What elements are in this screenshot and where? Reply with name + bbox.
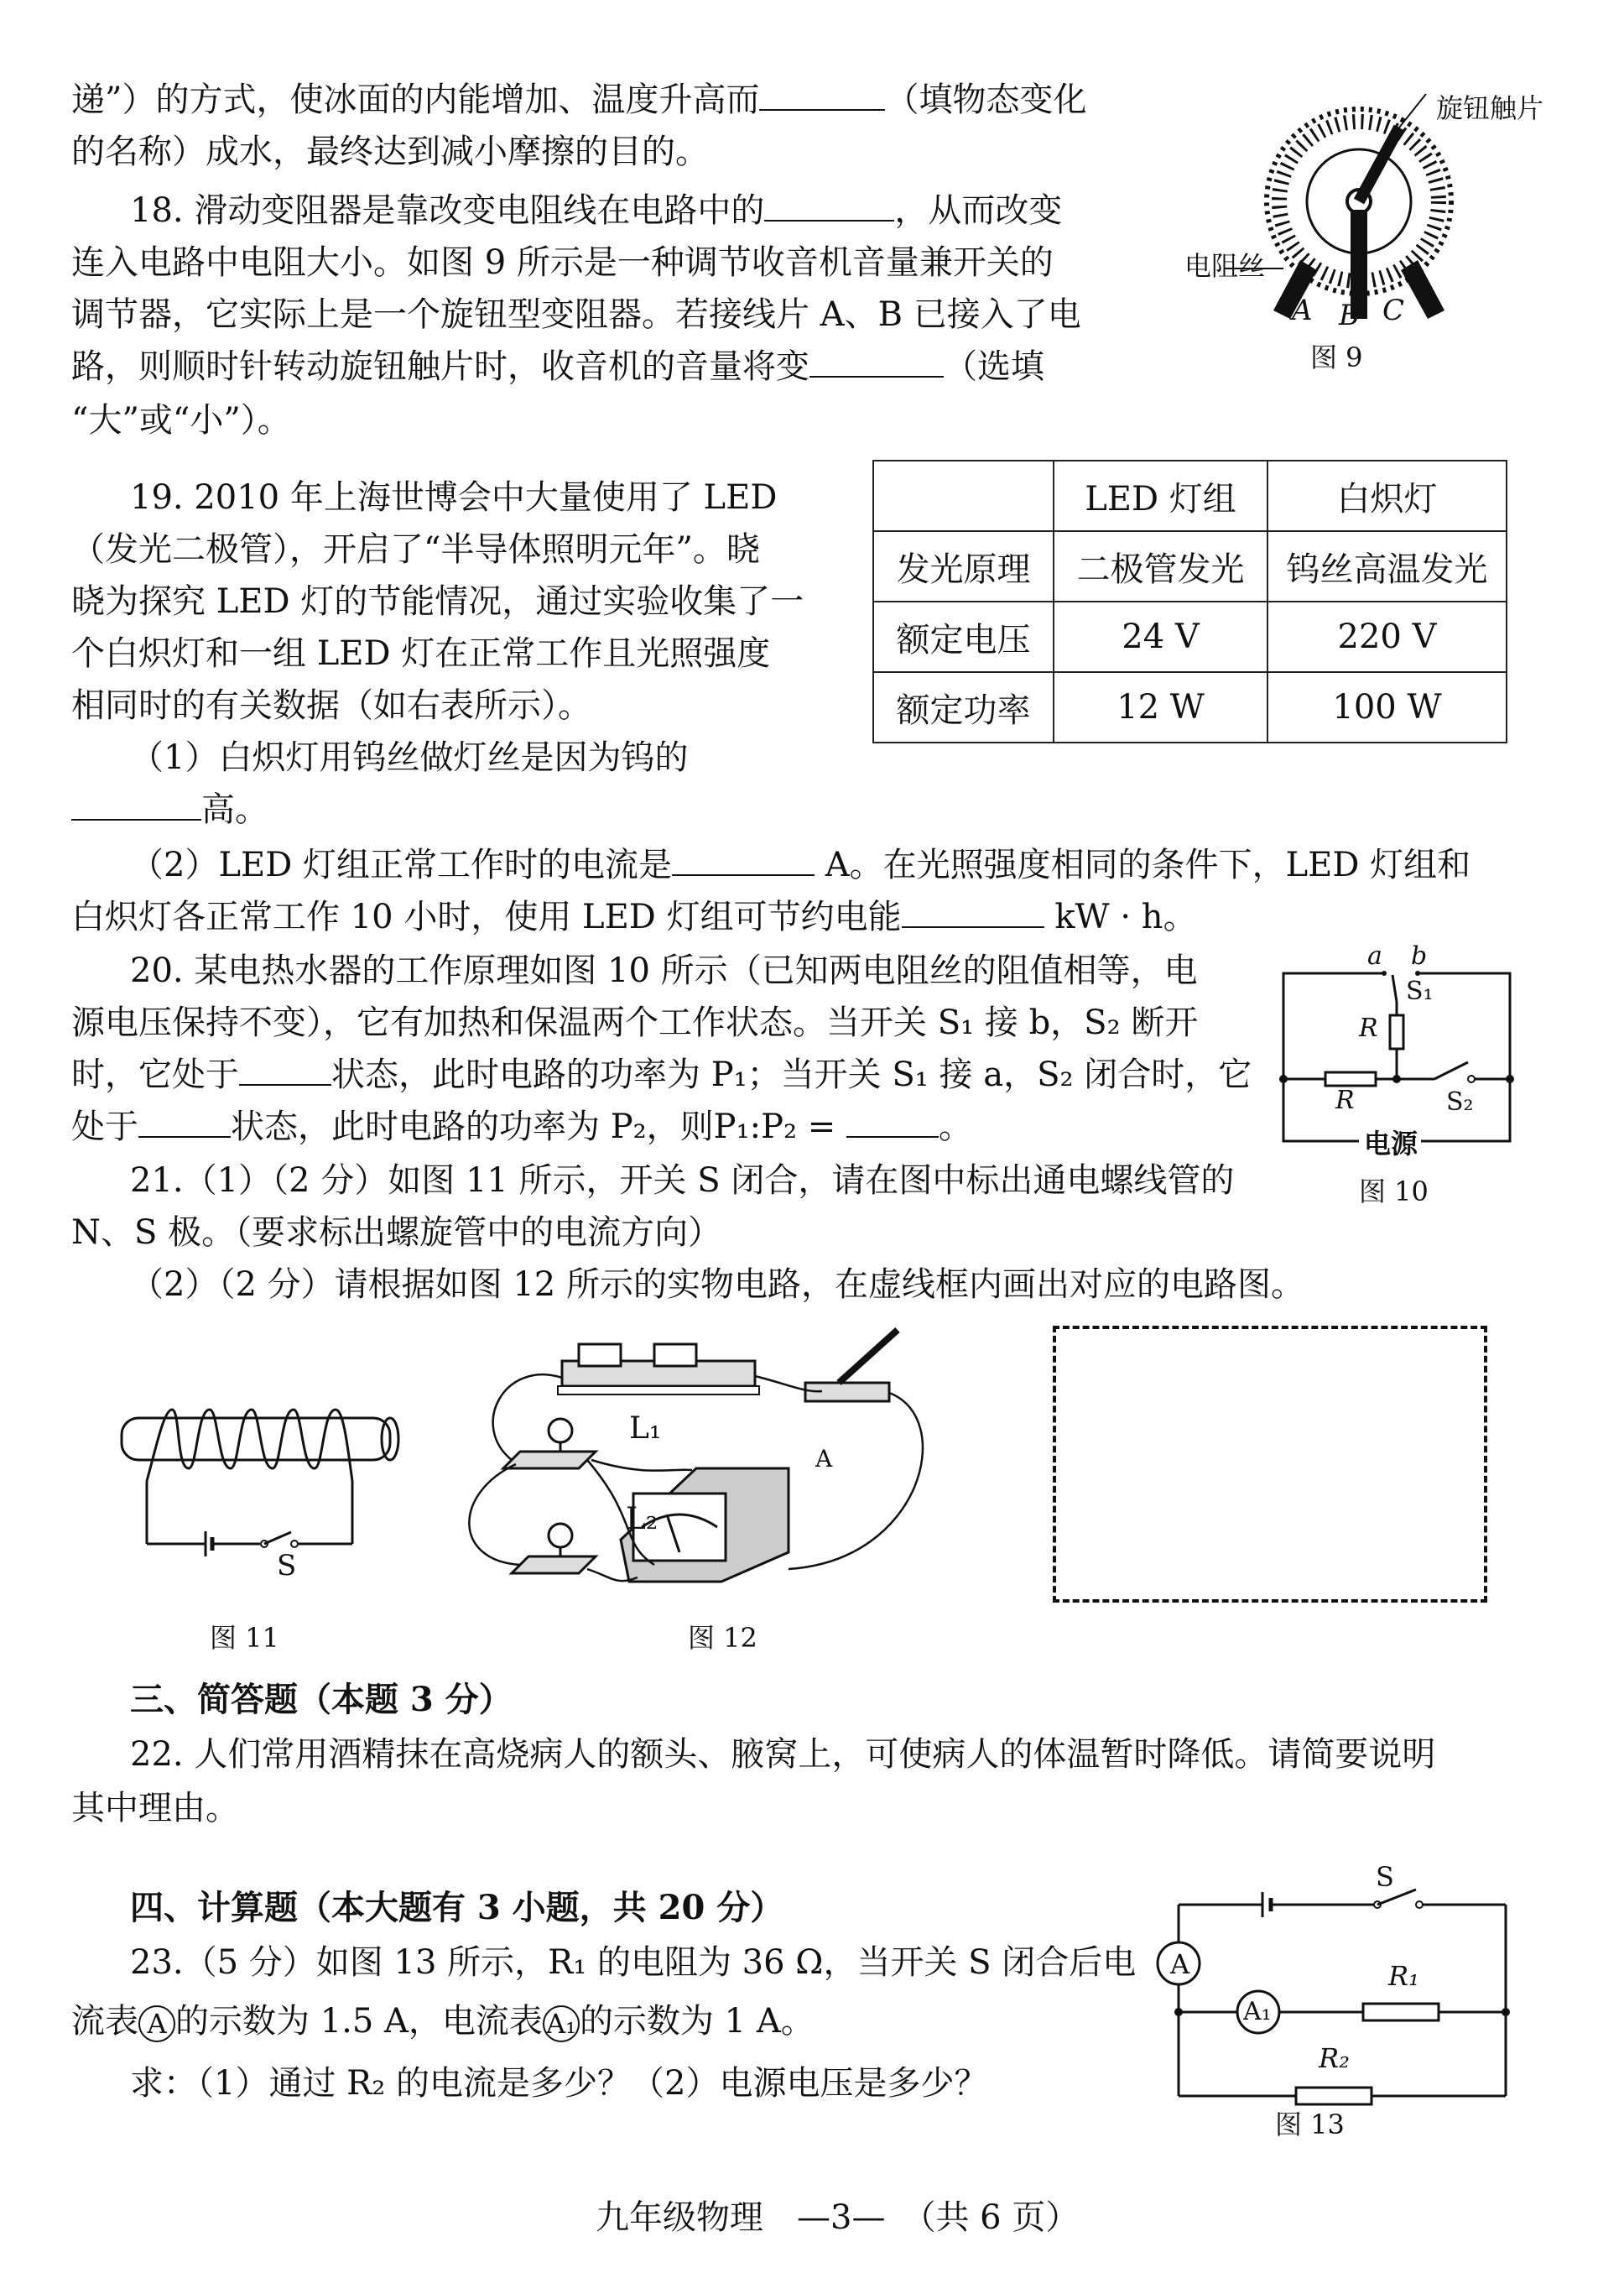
fig11-label-S: S (277, 1549, 297, 1582)
q21-line3: （2）（2 分）请根据如图 12 所示的实物电路，在虚线框内画出对应的电路图。 (130, 1265, 1304, 1304)
fig11-caption: 图 11 (210, 1622, 279, 1654)
fig12-label-L2: L₂ (626, 1502, 658, 1536)
fig13-label-S: S (1376, 1861, 1394, 1893)
table-cell: 220 V (1267, 602, 1507, 672)
answer-blank[interactable] (809, 344, 944, 378)
answer-blank[interactable] (672, 842, 815, 876)
q20-line3: 时，它处于 状态，此时电路的功率为 P₁；当开关 S₁ 接 a，S₂ 闭合时，它 (71, 1049, 1252, 1101)
q20-line1: 20. 某电热水器的工作原理如图 10 所示（已知两电阻丝的阻值相等，电 (130, 951, 1198, 990)
section-4-title: 四、计算题（本大题有 3 小题，共 20 分） (130, 1888, 784, 1927)
fig12-label-L1: L₁ (629, 1411, 662, 1446)
table-cell: 发光原理 (873, 531, 1054, 602)
fig10-caption: 图 10 (1359, 1176, 1429, 1207)
q19-sub1-end: 高。 (71, 784, 268, 836)
ammeter-A1-symbol: A₁ (543, 2005, 580, 2042)
led-comparison-table (872, 460, 1507, 743)
fig13-label-R1: R₁ (1388, 1960, 1419, 1992)
q22-line1: 22. 人们常用酒精抹在高烧病人的额头、腋窝上，可使病人的体温暂时降低。请简要说明 (130, 1735, 1436, 1774)
q19-sub2-line2: 白炽灯各正常工作 10 小时，使用 LED 灯组可节约电能 kW · h。 (71, 891, 1197, 943)
fig9-terminal-A: A (1292, 294, 1313, 327)
answer-blank[interactable] (764, 188, 894, 222)
figure-13-circuit (1158, 1871, 1527, 2140)
q23-line2: 流表 A 的示数为 1.5 A，电流表 A₁ 的示数为 1 A。 (71, 2002, 815, 2041)
fig10-label-source: 电源 (1361, 1123, 1421, 1161)
answer-blank[interactable] (759, 77, 885, 111)
fig12-label-A: A (815, 1445, 833, 1473)
table-header-cell: LED 灯组 (1054, 461, 1267, 531)
q22-line2: 其中理由。 (71, 1789, 239, 1827)
table-cell: 二极管发光 (1054, 531, 1267, 602)
q19-sub1: （1）白炽灯用钨丝做灯丝是因为钨的 (130, 738, 689, 777)
answer-blank[interactable] (239, 1052, 331, 1086)
q18-line4: 路，则顺时针转动旋钮触片时，收音机的音量将变 （选填 (71, 341, 1044, 393)
answer-blank[interactable] (71, 787, 201, 821)
fig10-label-R-bottom: R (1335, 1086, 1355, 1115)
table-cell: 额定功率 (873, 672, 1054, 743)
q23-line1: 23.（5 分）如图 13 所示，R₁ 的电阻为 36 Ω，当开关 S 闭合后电 (130, 1943, 1137, 1982)
fig10-label-S2: S₂ (1446, 1087, 1474, 1117)
table-cell: 12 W (1054, 672, 1267, 743)
fig13-caption: 图 13 (1275, 2109, 1345, 2140)
table-header-cell (873, 461, 1054, 531)
fig13-label-R2: R₂ (1319, 2042, 1350, 2074)
table-row (873, 531, 1507, 602)
section-3-title: 三、简答题（本题 3 分） (130, 1680, 513, 1719)
fig10-label-R-top: R (1359, 1014, 1378, 1043)
table-cell: 100 W (1267, 672, 1507, 743)
q20-line2: 源电压保持不变），它有加热和保温两个工作状态。当开关 S₁ 接 b，S₂ 断开 (71, 1004, 1199, 1042)
fig9-caption: 图 9 (1310, 341, 1363, 373)
q21-line2: N、S 极。（要求标出螺旋管中的电流方向） (71, 1213, 722, 1252)
table-header-cell: 白炽灯 (1267, 461, 1507, 531)
q19-line5: 相同时的有关数据（如右表所示）。 (71, 686, 591, 725)
table-cell: 额定电压 (873, 602, 1054, 672)
fig10-label-S1: S₁ (1406, 977, 1434, 1006)
fig13-label-A1: A₁ (1243, 1997, 1272, 2026)
figure-11-solenoid (105, 1401, 407, 1586)
answer-blank[interactable] (846, 1104, 939, 1138)
answer-blank[interactable] (138, 1104, 231, 1138)
table-header-row (873, 461, 1507, 531)
fig9-terminal-B: B (1339, 299, 1360, 332)
fig9-wire-label: 电阻丝 (1184, 250, 1266, 282)
page-footer: 九年级物理 —3— （共 6 页） (596, 2198, 1080, 2237)
fig9-terminal-C: C (1382, 294, 1405, 327)
figure-12-physical-circuit (453, 1326, 956, 1619)
q20-line4: 处于 状态，此时电路的功率为 P₂，则P₁:P₂ = 。 (71, 1101, 972, 1153)
fig9-knob-label: 旋钮触片 (1436, 92, 1544, 124)
q18-line5: “大”或“小”）。 (71, 401, 291, 440)
fig13-label-A: A (1170, 1948, 1190, 1980)
q19-line4: 个白炽灯和一组 LED 灯在正常工作且光照强度 (71, 634, 771, 673)
q19-line3: 晓为探究 LED 灯的节能情况，通过实验收集了一 (71, 582, 804, 621)
table-cell: 24 V (1054, 602, 1267, 672)
q17-line2: 的名称）成水，最终达到减小摩擦的目的。 (71, 133, 709, 171)
q21-line1: 21.（1）（2 分）如图 11 所示，开关 S 闭合，请在图中标出通电螺线管的 (130, 1161, 1235, 1200)
fig10-label-a: a (1367, 941, 1382, 971)
fig12-caption: 图 12 (688, 1622, 757, 1654)
table-row (873, 602, 1507, 672)
answer-blank[interactable] (902, 894, 1044, 928)
q19-sub2: （2）LED 灯组正常工作时的电流是 A。在光照强度相同的条件下，LED 灯组和 (130, 839, 1470, 891)
table-cell: 钨丝高温发光 (1267, 531, 1507, 602)
table-row (873, 672, 1507, 743)
q23-line3: 求：（1）通过 R₂ 的电流是多少？（2）电源电压是多少？ (130, 2064, 988, 2103)
ammeter-A-symbol: A (138, 2005, 175, 2042)
drawing-answer-box[interactable] (1053, 1326, 1487, 1603)
q17-line1: 递”）的方式，使冰面的内能增加、温度升高而 （填物态变化 (71, 74, 1086, 126)
q18-line2: 连入电路中电阻大小。如图 9 所示是一种调节收音机音量兼开关的 (71, 243, 1054, 282)
q18-line1: 18. 滑动变阻器是靠改变电阻线在电路中的 ，从而改变 (130, 185, 1062, 237)
fig10-label-b: b (1411, 941, 1428, 971)
q19-line2: （发光二极管），开启了“半导体照明元年”。晓 (71, 530, 760, 569)
q19-line1: 19. 2010 年上海世博会中大量使用了 LED (130, 478, 778, 517)
q18-line3: 调节器，它实际上是一个旋钮型变阻器。若接线片 A、B 已接入了电 (71, 295, 1081, 334)
